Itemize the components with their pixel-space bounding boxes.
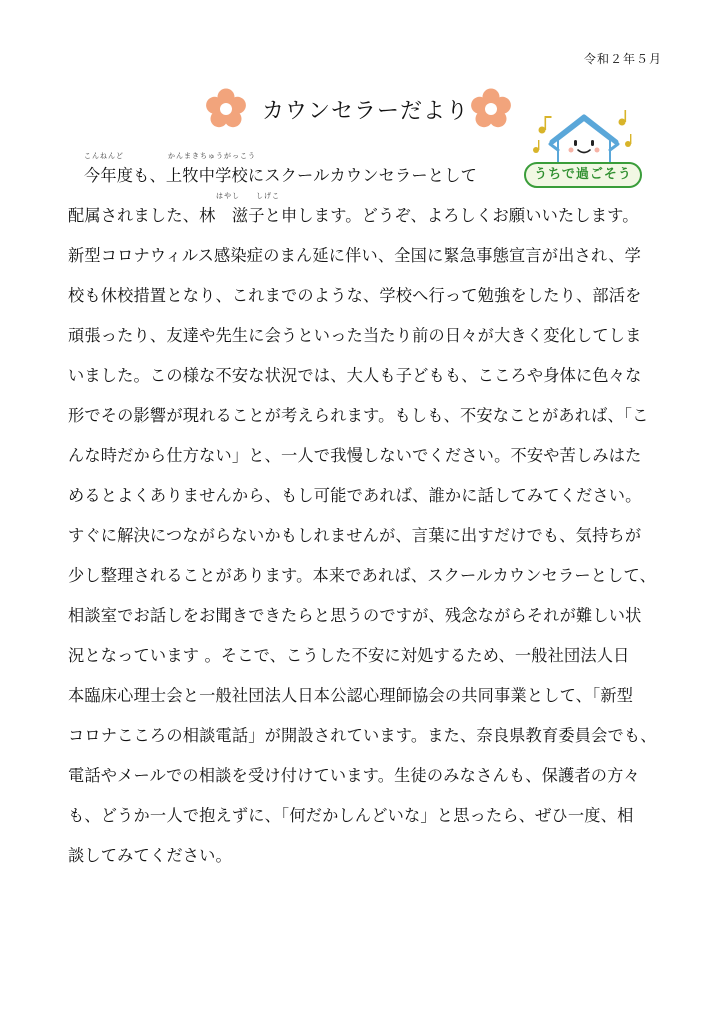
body-line: 相談室でお話しをお聞きできたらと思うのですが、残念ながらそれが難しい状 <box>68 606 642 625</box>
body-line: はやし しげこ 配属されました、林 滋子と申します。どうぞ、よろしくお願いいたします。 <box>68 192 639 225</box>
body-line: いました。この様な不安な状況では、大人も子どもも、こころや身体に色々な <box>68 366 642 385</box>
body-line: んな時だから仕方ない」と、一人で我慢しないでください。不安や苦しみはた <box>68 446 642 465</box>
body-line: めるとよくありませんから、もし可能であれば、誰かに話してみてください。 <box>68 486 642 505</box>
body-line: 少し整理されることがあります。本来であれば、スクールカウンセラーとして、 <box>68 566 657 585</box>
ruby-kanmaki: かんまきちゅうがっこう <box>168 152 256 160</box>
body-line: 形でその影響が現れることが考えられます。もしも、不安なことがあれば、「こ <box>68 406 649 425</box>
ruby-shigeko: しげこ <box>256 192 280 200</box>
page-title: カウンセラーだより <box>262 99 470 124</box>
flower-icon <box>205 88 247 130</box>
body-line: こんねんど かんまきちゅうがっこう 今年度も、上牧中学校にスクールカウンセラーとして <box>84 152 477 185</box>
flower-icon <box>470 88 512 130</box>
title-row <box>200 88 520 132</box>
body-line: すぐに解決につながらないかもしれませんが、言葉に出すだけでも、気持ちが <box>68 526 642 545</box>
date-label: 令和２年５月 <box>583 52 662 66</box>
body-line: 新型コロナウィルス感染症のまん延に伴い、全国に緊急事態宣言が出され、学 <box>68 246 642 265</box>
body-line: 況となっています 。そこで、こうした不安に対処するため、一般社団法人日 <box>68 646 630 665</box>
body-line: 談してみてください。 <box>68 846 232 865</box>
music-note-icon <box>533 116 552 153</box>
body-line: 電話やメールでの相談を受け付けています。生徒のみなさんも、保護者の方々 <box>68 766 640 785</box>
body-line: 本臨床心理士会と一般社団法人日本公認心理師協会の共同事業として、「新型 <box>68 686 634 705</box>
ruby-hayashi: はやし <box>216 192 240 200</box>
body-line: 頑張ったり、友達や先生に会うといった当たり前の日々が大きく変化してしま <box>68 326 642 345</box>
ruby-konnendo: こんねんど <box>84 152 124 160</box>
badge-label: うちで過ごそう <box>524 162 642 188</box>
body-line: 校も休校措置となり、これまでのような、学校へ行って勉強をしたり、部活を <box>68 286 642 305</box>
body-line: も、どうか一人で抱えずに、「何だかしんどいな」と思ったら、ぜひ一度、相 <box>68 806 634 825</box>
letter-body <box>68 152 668 876</box>
body-line: コロナこころの相談電話」が開設されています。また、奈良県教育委員会でも、 <box>68 726 657 745</box>
